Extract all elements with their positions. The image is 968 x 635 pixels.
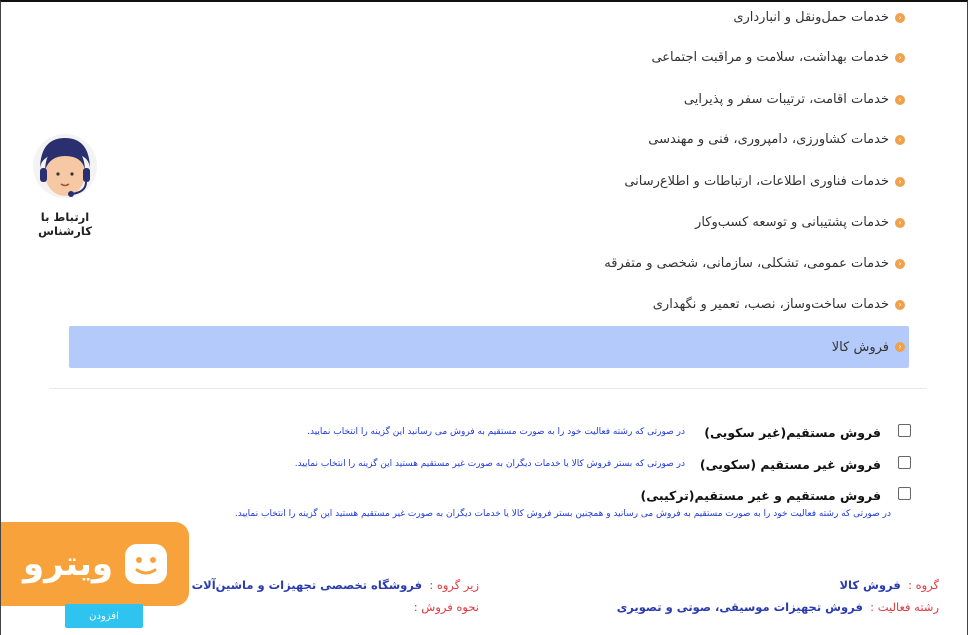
- sale-option-description: در صورتی که رشته فعالیت خود را به صورت مستقیم به فروش می رسانید و همچنین بستر فروش کالا یا خدمات دیگران به صورت غیر مستقیم هستید این گزینه را انتخاب نمایید.: [234, 509, 891, 519]
- summary-method-key: نحوه فروش :: [413, 600, 479, 614]
- support-agent-icon: [32, 130, 98, 202]
- support-agent-label: ارتباط با کارشناس: [38, 210, 92, 238]
- sale-option-description: در صورتی که بستر فروش کالا یا خدمات دیگران به صورت غیر مستقیم هستید این گزینه را انتخاب نمایید.: [294, 459, 685, 469]
- logo-face-icon: [125, 544, 167, 584]
- divider: [49, 388, 927, 389]
- chevron-left-icon: ‹: [895, 177, 905, 187]
- category-label: خدمات عمومی، تشکلی، سازمانی، شخصی و متفرقه: [604, 256, 889, 271]
- logo-text: ویترو: [22, 544, 114, 584]
- vitro-logo: [1, 522, 189, 606]
- summary-activity: [617, 600, 939, 614]
- summary-group-key: گروه :: [908, 578, 939, 592]
- category-label: خدمات فناوری اطلاعات، ارتباطات و اطلاع‌رسانی: [624, 174, 889, 189]
- sale-option-combined: [57, 486, 911, 522]
- chevron-left-icon: ‹: [895, 95, 905, 105]
- category-item[interactable]: [604, 256, 905, 271]
- summary-subgroup: [192, 578, 479, 592]
- sale-option-checkbox[interactable]: [898, 424, 911, 437]
- category-item[interactable]: [684, 92, 905, 107]
- category-item[interactable]: [648, 132, 905, 147]
- summary-method: [406, 600, 479, 614]
- summary-subgroup-key: زیر گروه :: [429, 578, 479, 592]
- chevron-left-icon: ‹: [895, 218, 905, 228]
- summary-group: [839, 578, 939, 592]
- category-label: فروش کالا: [831, 339, 889, 355]
- sale-option-checkbox[interactable]: [898, 456, 911, 469]
- sale-option-label: فروش مستقیم و غیر مستقیم(ترکیبی): [640, 488, 881, 503]
- category-label: خدمات حمل‌ونقل و انبارداری: [733, 10, 889, 25]
- sale-option-label: فروش مستقیم(غیر سکویی): [704, 425, 881, 440]
- sale-option-label: فروش غیر مستقیم (سکویی): [699, 457, 881, 472]
- summary-subgroup-value: فروشگاه تخصصی تجهیزات و ماشین‌آلات: [191, 578, 422, 592]
- chevron-left-icon: ‹: [895, 53, 905, 63]
- chevron-left-icon: ‹: [895, 342, 905, 352]
- category-item[interactable]: [624, 174, 905, 189]
- summary-activity-key: رشته فعالیت :: [870, 600, 939, 614]
- category-label: خدمات بهداشت، سلامت و مراقبت اجتماعی: [651, 50, 889, 65]
- chevron-left-icon: ‹: [895, 300, 905, 310]
- sale-option-checkbox[interactable]: [898, 487, 911, 500]
- summary-activity-value: فروش تجهیزات موسیقی، صوتی و تصویری: [616, 600, 863, 614]
- category-item[interactable]: [653, 297, 905, 312]
- support-agent[interactable]: [15, 130, 115, 238]
- category-label: خدمات کشاورزی، دامپروری، فنی و مهندسی: [648, 132, 889, 147]
- category-label: خدمات پشتیبانی و توسعه کسب‌وکار: [695, 215, 889, 230]
- category-label: خدمات ساخت‌وساز، نصب، تعمیر و نگهداری: [652, 297, 889, 312]
- sale-option-description: در صورتی که رشته فعالیت خود را به صورت مستقیم به فروش می رسانید این گزینه را انتخاب نمایید.: [307, 427, 685, 437]
- category-item[interactable]: [651, 50, 905, 65]
- category-item[interactable]: [733, 10, 905, 25]
- sale-option-indirect: [57, 455, 911, 475]
- category-item[interactable]: [695, 215, 905, 230]
- sale-option-direct: [57, 423, 911, 443]
- chevron-left-icon: ‹: [895, 135, 905, 145]
- category-label: خدمات اقامت، ترتیبات سفر و پذیرایی: [683, 92, 889, 107]
- add-button[interactable]: افزودن: [65, 604, 143, 628]
- summary-group-value: فروش کالا: [839, 578, 901, 592]
- category-item-active[interactable]: [69, 326, 909, 368]
- chevron-left-icon: ‹: [895, 13, 905, 23]
- chevron-left-icon: ‹: [895, 259, 905, 269]
